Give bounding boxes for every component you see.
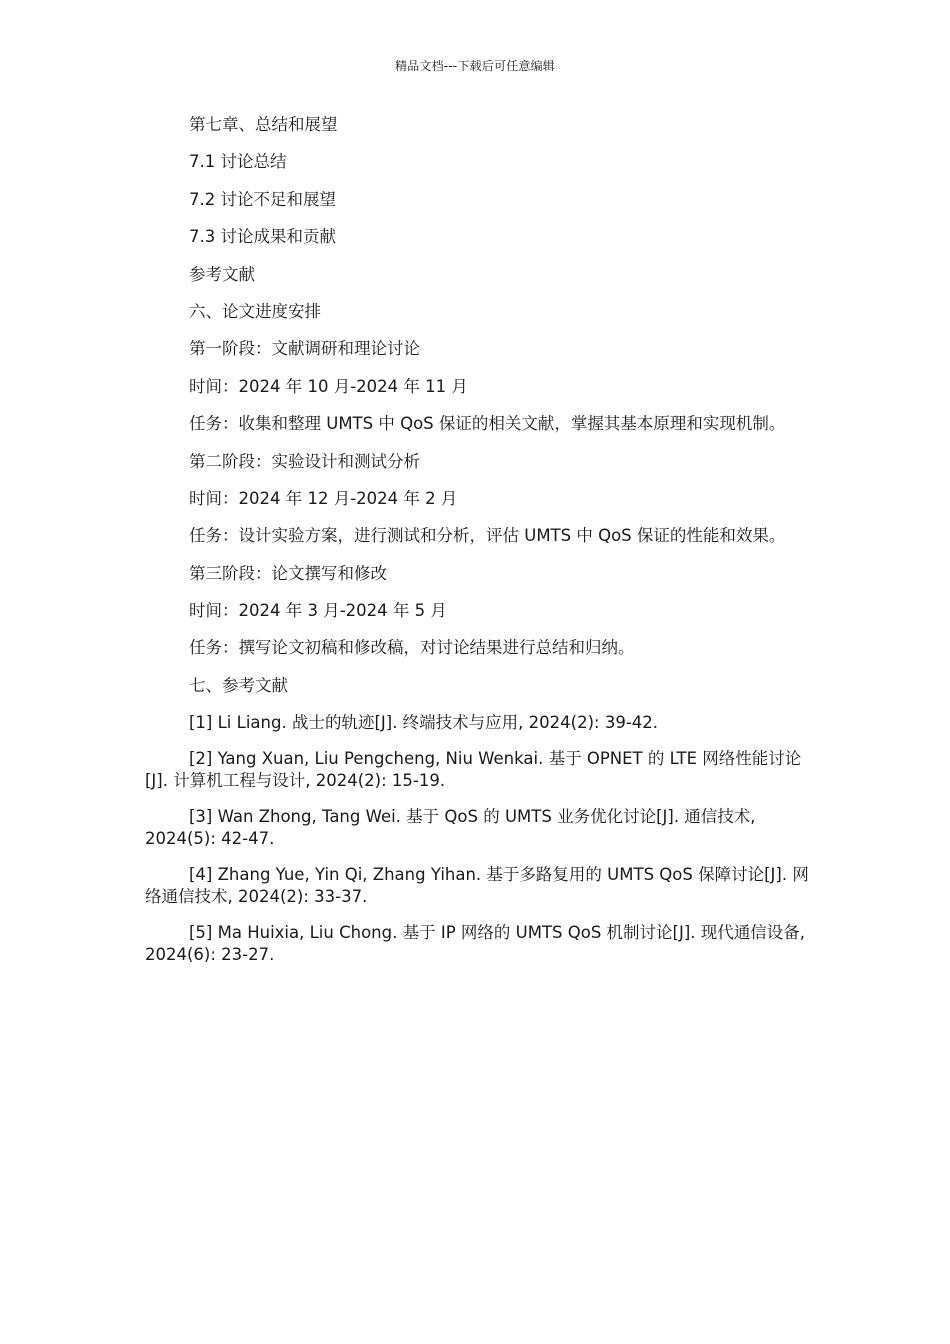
stage-1-task: 任务：收集和整理 UMTS 中 QoS 保证的相关文献，掌握其基本原理和实现机制。 [189, 414, 786, 434]
section-7-1: 7.1 讨论总结 [189, 152, 287, 172]
page-header: 精品文档---下载后可任意编辑 [395, 59, 555, 73]
heading-schedule: 六、论文进度安排 [189, 301, 321, 321]
stage-2-task: 任务：设计实验方案，进行测试和分析，评估 UMTS 中 QoS 保证的性能和效果。 [189, 526, 786, 546]
stage-3-title: 第三阶段：论文撰写和修改 [189, 563, 387, 583]
heading-references: 七、参考文献 [189, 675, 288, 695]
stage-3-time: 时间：2024 年 3 月-2024 年 5 月 [189, 601, 447, 621]
stage-1-title: 第一阶段：文献调研和理论讨论 [189, 339, 420, 359]
stage-1-time: 时间：2024 年 10 月-2024 年 11 月 [189, 376, 468, 396]
stage-2-title: 第二阶段：实验设计和测试分析 [189, 451, 420, 471]
document-body [145, 114, 817, 980]
reference-item-1: [1] Li Liang. 战士的轨迹[J]. 终端技术与应用, 2024(2): 39-42. [189, 713, 659, 733]
stage-3-task: 任务：撰写论文初稿和修改稿，对讨论结果进行总结和归纳。 [189, 638, 635, 658]
reference-item-2: [2] Yang Xuan, Liu Pengcheng, Niu Wenkai. 基于 OPNET 的 LTE 网络性能讨论[J]. 计算机工程与设计, 2024(2): 15-19. [145, 749, 802, 791]
heading-chapter-7: 第七章、总结和展望 [189, 115, 338, 134]
reference-item-5: [5] Ma Huixia, Liu Chong. 基于 IP 网络的 UMTS QoS 机制讨论[J]. 现代通信设备, 2024(6): 23-27. [145, 923, 806, 965]
section-7-2: 7.2 讨论不足和展望 [189, 189, 336, 209]
reference-item-4: [4] Zhang Yue, Yin Qi, Zhang Yihan. 基于多路复用的 UMTS QoS 保障讨论[J]. 网络通信技术, 2024(2): 33-37. [145, 865, 809, 907]
references-entry: 参考文献 [189, 264, 255, 284]
reference-item-3: [3] Wan Zhong, Tang Wei. 基于 QoS 的 UMTS 业务优化讨论[J]. 通信技术, 2024(5): 42-47. [145, 807, 756, 849]
stage-2-time: 时间：2024 年 12 月-2024 年 2 月 [189, 488, 458, 508]
section-7-3: 7.3 讨论成果和贡献 [189, 227, 336, 247]
reference-list [145, 712, 817, 966]
